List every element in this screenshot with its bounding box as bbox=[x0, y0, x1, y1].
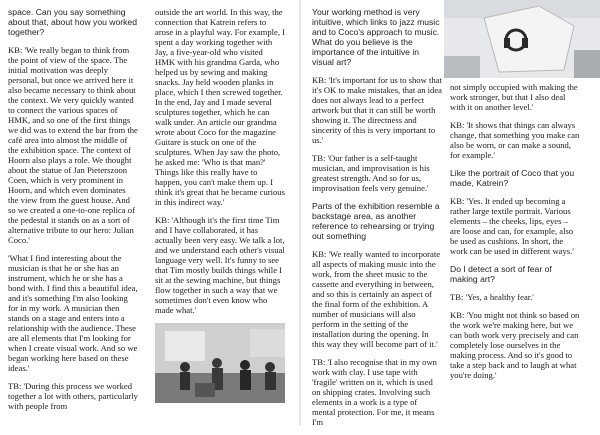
paragraph: KB: 'We really wanted to incorporate all aspects of making music into the work, from the sheet music to the cassette and everything in between, and so this is certainly an aspect of the final form of the exhibition. A number of musicians will also perform in the setting of the installation during the opening. In this way they will become part of it.' bbox=[312, 249, 441, 349]
photo-musicians-performing bbox=[155, 323, 285, 403]
question: space. Can you say something about that, about how you worked together? bbox=[8, 7, 137, 37]
photo-musicians-graphic bbox=[155, 323, 285, 403]
paragraph: TB: 'I also recognise that in my own work with clay. I use tape with 'fragile' written on it, which is used on shipping crates. Involving such elements in a work is a type of mental protection. For me, it means I'm bbox=[312, 357, 437, 427]
column-2 bbox=[155, 7, 285, 411]
question: Do I detect a sort of fear of making art? bbox=[450, 264, 552, 284]
paragraph: 'What I find interesting about the musician is that he or she has an instrument, which he or she has a bond with. I find this a beautiful idea, and it's something I'm also looking for in my work. A musician then stands on a stage and enters into a relationship with the audience. These are all elements that I'm looking for when I create visual work. And so we began working here based on these ideas.' bbox=[8, 253, 138, 373]
paragraph: KB: 'You might not think so based on the work we're making here, but we can both work very precisely and can completely lose ourselves in the making process. And so it's good to take a step back and to laugh at what you're doing.' bbox=[450, 310, 580, 380]
paragraph: TB: 'During this process we worked together a lot with others, particularly with people from bbox=[8, 381, 138, 411]
column-3 bbox=[312, 7, 442, 435]
photo-installation-headphones bbox=[444, 0, 600, 78]
question: Your working method is very intuitive, which links to jazz music and to Coco's approach to music. What do you believe is the importance of the intuitive in visual art? bbox=[312, 7, 440, 67]
column-1 bbox=[8, 7, 138, 419]
paragraph: TB: 'Our father is a self-taught musician, and improvisation is his greatest strength. And so for us, improvisation feels very genuine.' bbox=[312, 153, 430, 193]
question: Parts of the exhibition resemble a backstage area, as another reference to rehearsing or trying out something bbox=[312, 201, 440, 241]
photo-installation-graphic bbox=[444, 0, 600, 78]
paragraph: KB: 'It shows that things can always change, that something you make can also be worn, or can make a sound, for example.' bbox=[450, 120, 580, 160]
paragraph: not simply occupied with making the work stronger, but that I also deal with it on another level.' bbox=[450, 82, 578, 112]
question: Like the portrait of Coco that you made, Katrein? bbox=[450, 168, 575, 188]
paragraph: KB: 'Although it's the first time Tim and I have collaborated, it has actually been very easy. We talk a lot, and we understand each other's visual language very well. It's funny to see that Tim mostly builds things while I sit at the sewing machine, but things flow together in such a way that we sometimes don't even know who made what.' bbox=[155, 215, 285, 315]
paragraph: KB: 'It's important for us to show that it's OK to make mistakes, that an idea does not always lead to a perfect artwork but that it can still be worth showing it. The directness and sincerity of this is very important to us.' bbox=[312, 75, 442, 145]
paragraph: KB: 'Yes. It ended up becoming a rather large textile portrait. Various elements – the cheeks, lips, eyes – are loose and can, for example, also be used as cushions. In short, the work can be used in different ways.' bbox=[450, 196, 574, 256]
page-gutter bbox=[299, 0, 301, 426]
column-4 bbox=[450, 82, 580, 388]
paragraph: outside the art world. In this way, the connection that Katrein refers to arose in a playful way. For example, I spent a day working together with Jay, a five-year-old who visited HMK with his grandma Garda, who helped us by sewing and making snacks. Jay held wooden planks in place, which I then screwed together. In the end, Jay and I made several sculptures together, which he can walk under. An article our grandma wrote about Coco for the magazine Guitare is stuck on one of the sculptures. When Jay saw the photo, he asked me: 'Who is that man?' Things like this really have to happen, you can't make them up. I think it's great that he became curious in this indirect way.' bbox=[155, 7, 285, 207]
paragraph: KB: 'We really began to think from the point of view of the space. The initial motivation was deeply personal, but once we arrived here it also became necessary to think about the context. We very quickly wanted to connect the various spaces of HMK, and so one of the first things we did was to extend the bar from the café area into almost the middle of the exhibition space. The context of Hoorn also plays a role. We thought about the statue of Jan Pieterszoon Coen, which is very prominent in Hoorn, and which even dominates the view from the guest house. And so we created a one-to-one replica of the pedestal it stands on as a sort of alternative tribute to our hero: Julian Coco.' bbox=[8, 45, 138, 245]
paragraph: TB: 'Yes, a healthy fear.' bbox=[450, 292, 534, 302]
